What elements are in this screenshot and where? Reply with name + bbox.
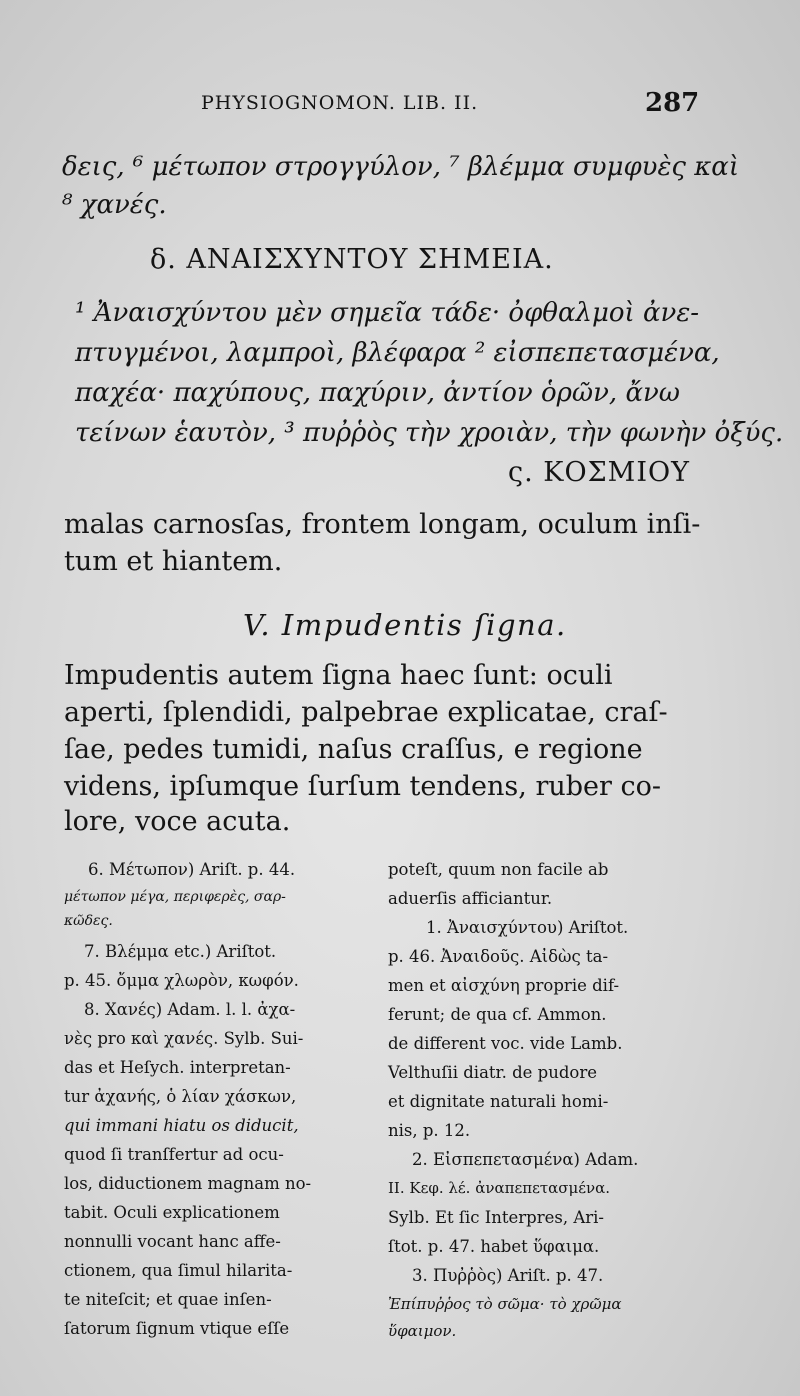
footnote-line: aduerſis afficiantur. [388,889,553,908]
footnote-line: los, diductionem magnam no- [64,1174,312,1193]
footnote-line: nis, p. 12. [388,1121,471,1140]
footnote-line: 2. Εἰσπεπετασμένα) Adam. [412,1150,639,1169]
latin-body-line: Impudentis autem ſigna haec ſunt: oculi [64,660,613,691]
footnote-line: II. Κεφ. λέ. ἀναπεπετασμένα. [388,1179,611,1197]
latin-section-heading: V. Impudentis ſigna. [243,608,567,642]
footnote-line: ferunt; de qua cf. Ammon. [388,1005,607,1024]
footnote-line: 3. Πυῤῥὸς) Ariſt. p. 47. [412,1266,604,1285]
footnote-line: nonnulli vocant hanc affe- [64,1232,281,1251]
latin-body-line: aperti, ſplendidi, palpebrae explicatae, craſ- [64,697,668,728]
greek-section-heading: δ. ΑΝΑΙΣΧΥΝΤΟΥ ΣΗΜΕΙΑ. [150,244,554,275]
footnote-line: 6. Μέτωπον) Ariſt. p. 44. [88,860,296,879]
footnote-line: et dignitate naturali homi- [388,1092,609,1111]
footnote-line: poteſt, quum non facile ab [388,860,609,879]
footnote-line: 1. Ἀναισχύντου) Ariſtot. [426,918,629,937]
greek-body-line: ¹ Ἀναισχύντου μὲν σημεῖα τάδε· ὀφθαλμοὶ ἀνε- [75,298,700,328]
footnote-line: de different voc. vide Lamb. [388,1034,623,1053]
greek-line: ⁸ χανές. [62,190,167,220]
footnote-line: κῶδες. [64,913,113,929]
footnote-line: p. 45. ὄμμα χλωρὸν, κωφόν. [64,971,299,990]
running-title: PHYSIOGNOMON. LIB. II. [201,92,479,114]
latin-body-line: ſae, pedes tumidi, naſus craſſus, e regione [64,734,643,765]
latin-body-line: videns, ipſumque ſurſum tendens, ruber co- [64,771,661,802]
latin-line: malas carnosſas, frontem longam, oculum inſi- [64,509,701,540]
footnote-line: p. 46. Ἀναιδοῦς. Αἰδὼς ta- [388,947,609,966]
greek-body-line: πτυγμένοι, λαμπροὶ, βλέφαρα ² εἰσπεπετασμένα, [75,338,720,368]
footnote-line: tur ἀχανής, ὁ λίαν χάσκων, [64,1087,297,1106]
footnote-line: men et αἰσχύνη proprie dif- [388,976,620,995]
footnote-line: 7. Βλέμμα etc.) Ariſtot. [84,942,277,961]
greek-body-line: παχέα· παχύπους, παχύριν, ἀντίον ὁρῶν, ἄνω [75,378,681,408]
footnote-line: ὕφαιμον. [388,1322,457,1340]
footnote-line: das et Heſych. interpretan- [64,1058,291,1077]
footnote-line: Ἐπίπυῤῥος τὸ σῶμα· τὸ χρῶμα [388,1295,622,1313]
footnote-line: qui immani hiatu os diducit, [64,1116,299,1135]
latin-body-line: lore, voce acuta. [64,806,291,837]
footnote-line: te niteſcit; et quae inſen- [64,1290,272,1309]
greek-next-heading: ς. ΚΟΣΜΙΟΥ [508,457,690,488]
greek-body-line: τείνων ἑαυτὸν, ³ πυῤῥὸς τὴν χροιὰν, τὴν φωνὴν ὀξύς. [75,418,784,448]
footnote-line: μέτωπον μέγα, περιφερὲς, σαρ- [64,889,286,905]
footnote-line: 8. Χανές) Adam. l. l. ἀχα- [84,1000,296,1019]
footnote-line: Sylb. Et ſic Interpres, Ari- [388,1208,604,1227]
footnote-line: ſtot. p. 47. habet ὕφαιμα. [388,1237,600,1256]
greek-line: δεις, ⁶ μέτωπον στρογγύλον, ⁷ βλέμμα συμφυὲς καὶ [62,152,740,182]
footnote-line: Velthuſii diatr. de pudore [388,1063,598,1082]
footnote-line: tabit. Oculi explicationem [64,1203,280,1222]
page-number: 287 [645,88,700,118]
footnote-line: quod ſi tranſfertur ad ocu- [64,1145,284,1164]
latin-line: tum et hiantem. [64,546,283,577]
footnote-line: ctionem, qua ſimul hilarita- [64,1261,293,1280]
footnote-line: ſatorum ſignum vtique eſſe [64,1319,290,1338]
footnote-line: νὲς pro καὶ χανές. Sylb. Sui- [64,1029,304,1048]
